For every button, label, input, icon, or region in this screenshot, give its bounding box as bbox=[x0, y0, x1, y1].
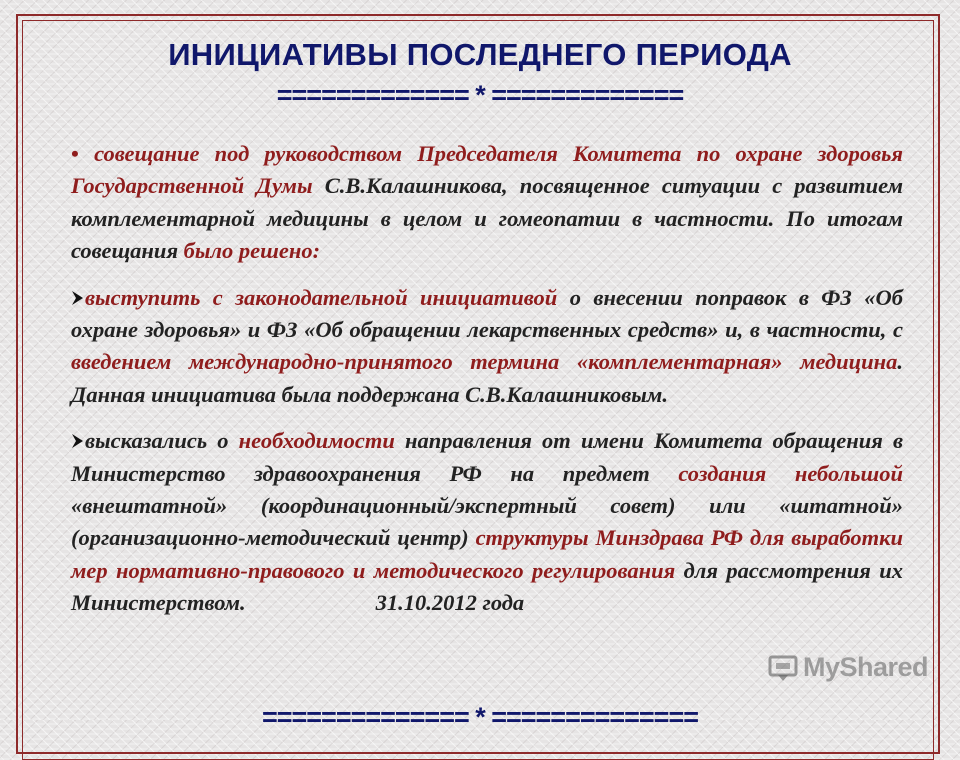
myshared-watermark bbox=[768, 652, 928, 683]
intro-highlight: совещание под руководством Председателя Комитета по охране здоровья Государственной Думы bbox=[71, 141, 903, 199]
item-1-text: о внесении поправок в ФЗ «Об охране здоровья» и ФЗ «Об обращении лекарственных средств» и, в частности, с bbox=[71, 284, 903, 343]
item-2-creation: создания небольшой bbox=[678, 460, 903, 486]
watermark-text: MyShared bbox=[803, 652, 929, 682]
item-2-text-3: «внештатной» (координационный/экспертный совет) или «штатной» (организационно-методический центр) bbox=[71, 493, 903, 551]
item-2-text-2: направления от имени Комитета обращения в Министерство здравоохранения РФ на предмет bbox=[71, 428, 903, 486]
bottom-divider: ============== * ============== bbox=[261, 702, 698, 732]
intro-decision: было решено: bbox=[183, 238, 321, 264]
item-1 bbox=[71, 282, 903, 412]
item-2-text: высказались о bbox=[85, 428, 239, 454]
item-1-ending: . Данная инициатива была поддержана С.В.Калашниковым. bbox=[71, 349, 903, 407]
intro-text: С.В.Калашникова, посвященное ситуации с развитием комплементарной медицины в целом и гомеопатии в частности. По итогам совещания bbox=[71, 173, 903, 264]
item-1-highlight: выступить с законодательной инициативой bbox=[85, 284, 558, 310]
slide-content bbox=[71, 138, 903, 620]
arrow-bullet-icon bbox=[71, 433, 84, 449]
item-2-date: 31.10.2012 года bbox=[375, 590, 525, 616]
myshared-logo-icon bbox=[768, 653, 798, 683]
intro-paragraph bbox=[71, 138, 903, 268]
item-2-structure: структуры Минздрава РФ для выработки мер нормативно-правового и методического регулирования bbox=[71, 525, 903, 583]
item-1-term: введением международно-принятого термина «комплементарная» медицина bbox=[71, 349, 898, 375]
item-2-need: необходимости bbox=[238, 428, 395, 454]
arrow-bullet-icon bbox=[71, 290, 84, 306]
bullet-icon: • bbox=[71, 141, 79, 166]
slide-title: ИНИЦИАТИВЫ ПОСЛЕДНЕГО ПЕРИОДА bbox=[168, 37, 792, 72]
item-2 bbox=[71, 425, 903, 619]
title-divider: ============= * ============= bbox=[276, 80, 684, 110]
item-2-ending: для рассмотрения их Министерством. bbox=[71, 557, 903, 616]
